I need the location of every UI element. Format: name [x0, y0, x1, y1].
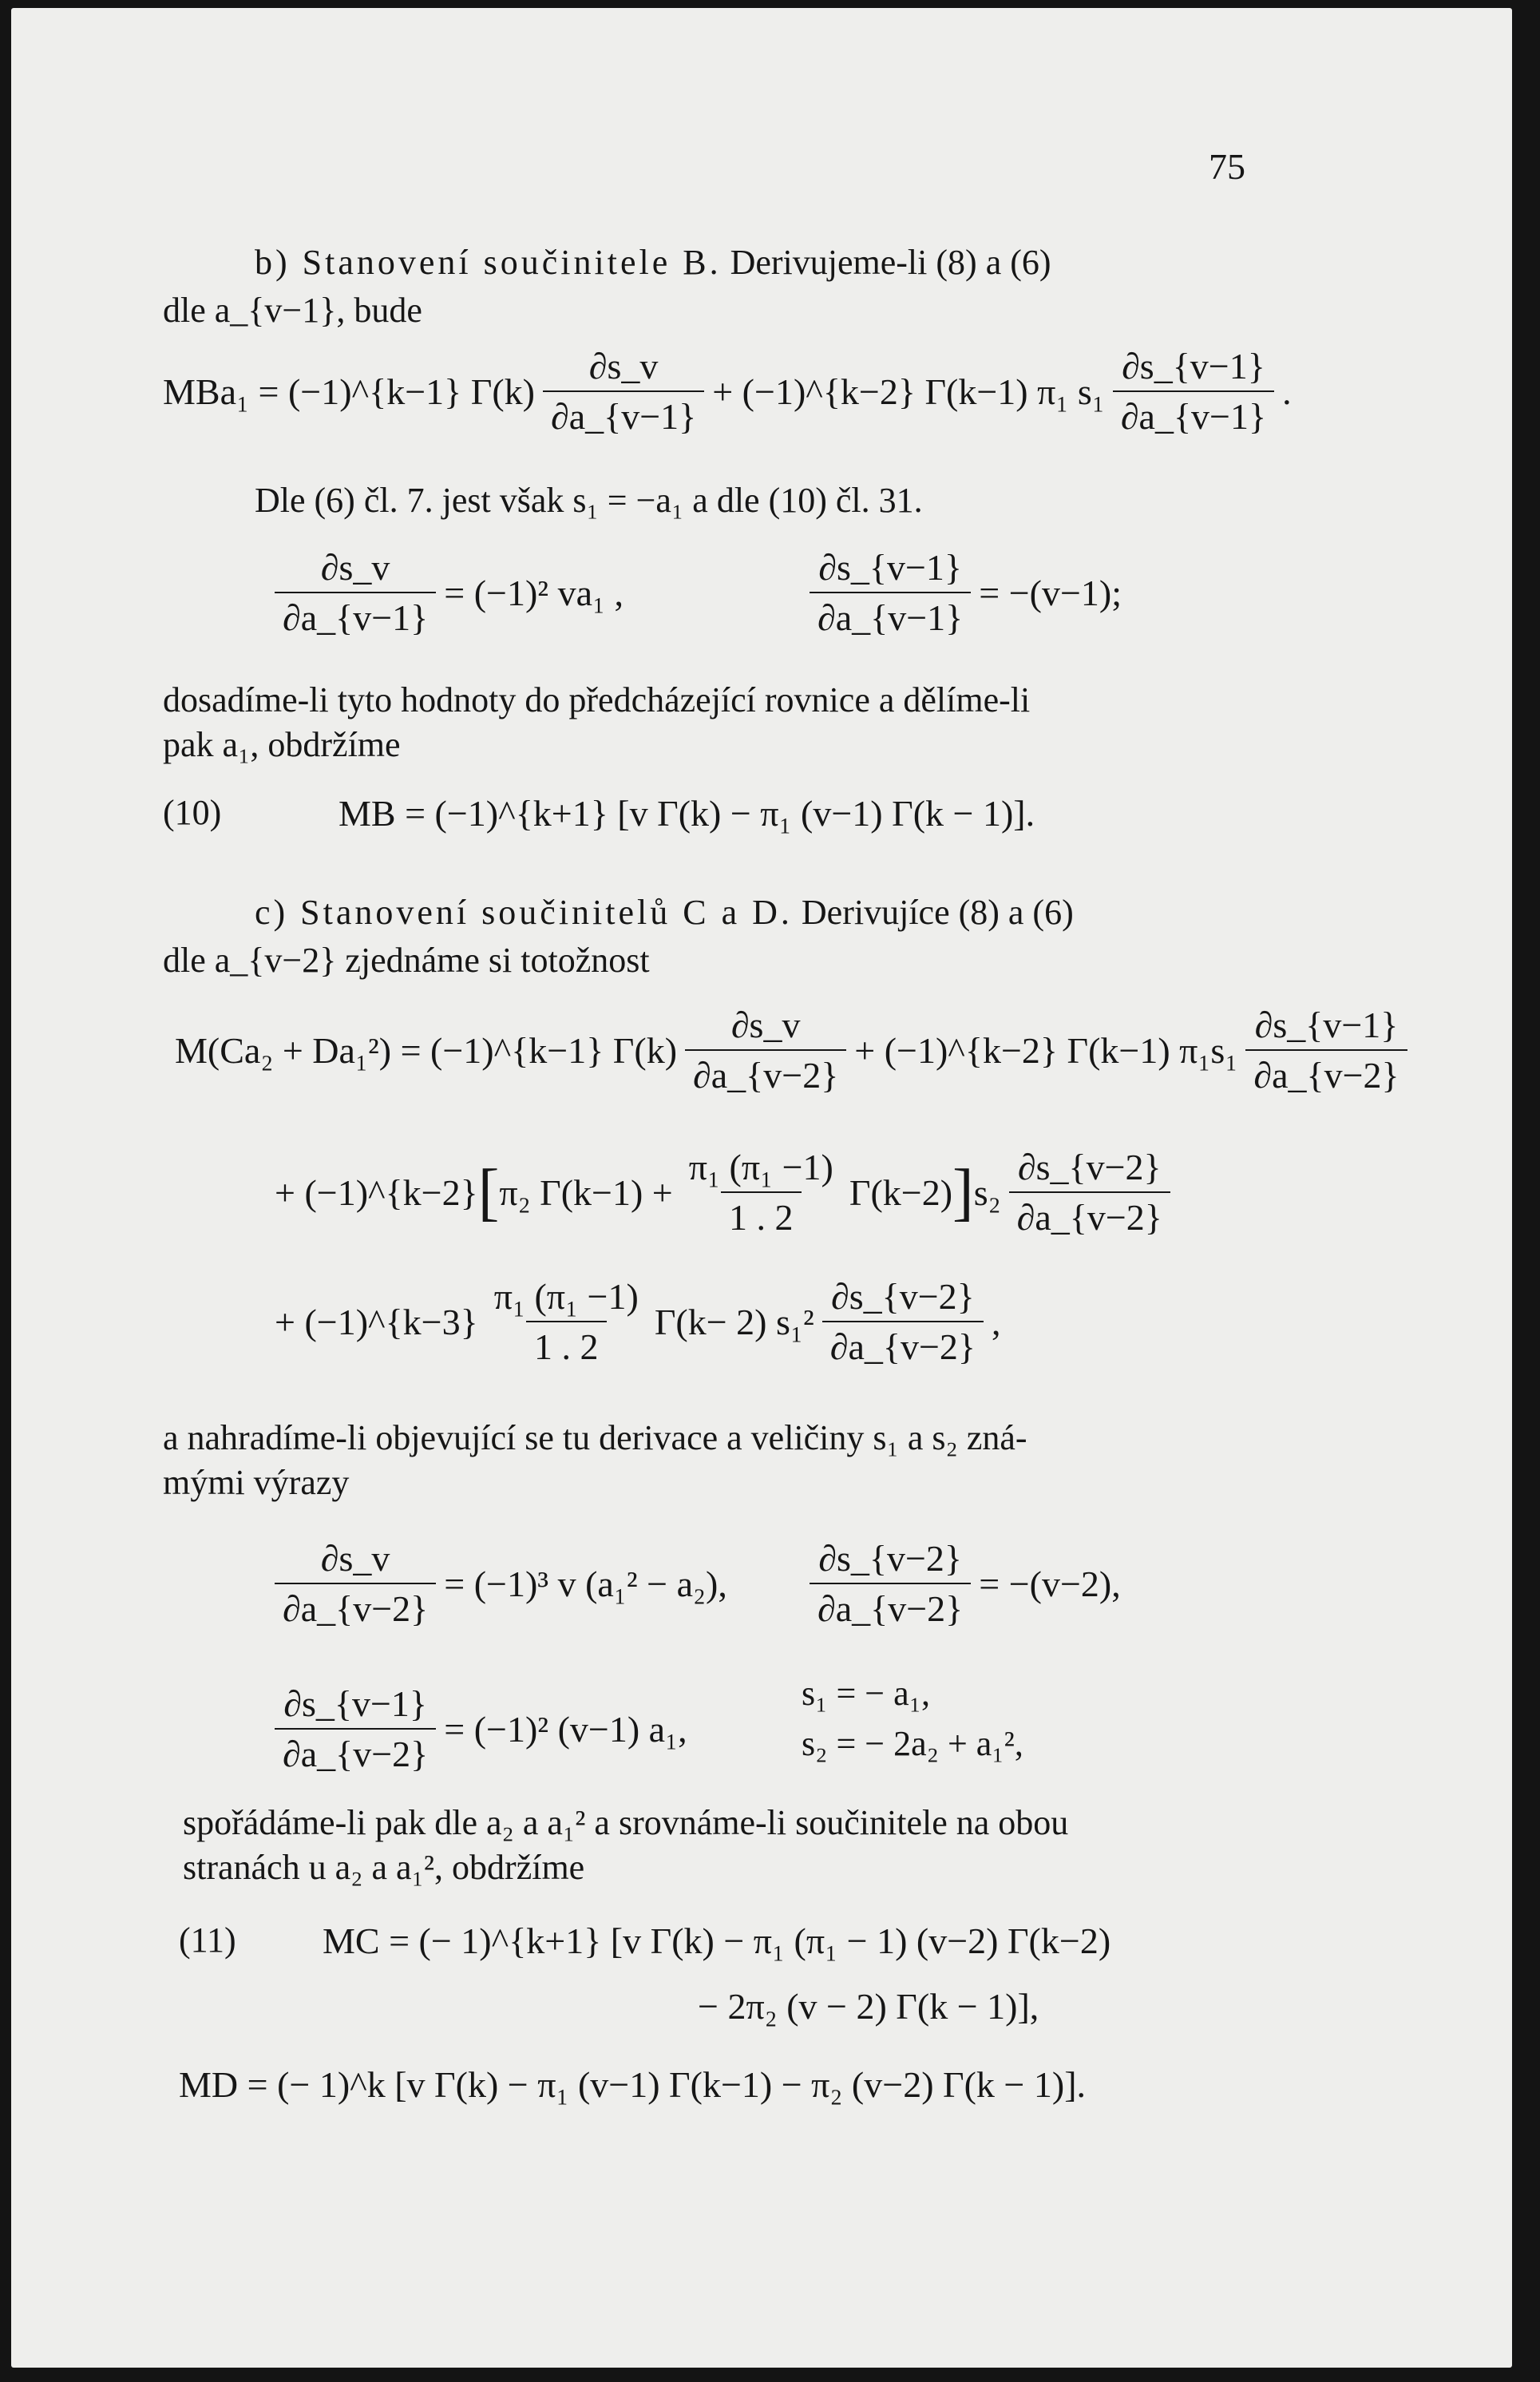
fraction-denominator: ∂a_{v−2} — [1009, 1191, 1170, 1239]
equation-identity-line-1 — [175, 998, 1415, 1102]
note-line: Dle (6) čl. 7. jest však s₁ = −a₁ a dle (10) čl. 31. — [255, 481, 923, 520]
fraction-numerator: ∂s_v — [320, 547, 390, 588]
identity-line-2-fraction-1 — [681, 1146, 841, 1239]
section-c-intro: Derivujíce (8) a (6) — [801, 893, 1074, 932]
eq-derivs-2a-fraction — [275, 1537, 436, 1630]
eq-derivs-2c-fraction — [275, 1682, 436, 1775]
paragraph-4-line-1: spořádáme-li pak dle a₂ a a₁² a srovnáme-li součinitele na obou — [183, 1803, 1069, 1842]
fraction-denominator: 1 . 2 — [721, 1191, 802, 1239]
equation-identity-line-3 — [275, 1270, 1000, 1373]
eq-derivs-1a-fraction — [275, 546, 436, 639]
section-c-line-1 — [255, 890, 1074, 936]
equation-identity-line-2 — [275, 1132, 1178, 1252]
document-page — [11, 8, 1512, 2368]
fraction-numerator: ∂s_{v−1} — [818, 547, 962, 588]
fraction-numerator: ∂s_{v−2} — [1017, 1147, 1162, 1187]
fraction-denominator: ∂a_{v−2} — [822, 1321, 984, 1368]
eq-derivs-2b-rhs: = −(v−2), — [979, 1563, 1121, 1604]
equation-derivs-1b — [802, 545, 1122, 640]
eq-derivs-1b-rhs: = −(v−1); — [979, 572, 1122, 613]
fraction-denominator: ∂a_{v−1} — [543, 390, 704, 438]
fraction-denominator: ∂a_{v−2} — [685, 1049, 846, 1096]
paragraph-4-line-2: stranách u a₂ a a₁², obdržíme — [183, 1848, 585, 1887]
eq-mba1-fraction-2 — [1113, 345, 1274, 438]
eq-s1-definition: s₁ = − a₁, — [802, 1674, 930, 1713]
eq-derivs-1a-rhs: = (−1)² va₁ , — [444, 572, 624, 613]
fraction-denominator: ∂a_{v−2} — [275, 1583, 436, 1630]
fraction-denominator: ∂a_{v−2} — [275, 1728, 436, 1775]
identity-lhs: M(Ca₂ + Da₁²) = (−1)^{k−1} Γ(k) — [175, 1029, 678, 1071]
eq-mba1-lhs: MBa₁ = (−1)^{k−1} Γ(k) — [163, 371, 535, 412]
equation-derivs-2b — [802, 1532, 1121, 1635]
equation-11-line-2: − 2π₂ (v − 2) Γ(k − 1)], — [698, 1985, 1039, 2027]
equation-10-number: (10) — [163, 793, 222, 832]
equation-derivs-1a — [267, 545, 624, 640]
equation-10: MB = (−1)^{k+1} [v Γ(k) − π₁ (v−1) Γ(k − 1)]. — [338, 792, 1035, 834]
fraction-numerator: ∂s_{v−2} — [830, 1276, 975, 1317]
fraction-numerator: ∂s_v — [730, 1005, 801, 1045]
identity-line-1-fraction-2 — [1245, 1004, 1407, 1096]
equation-11-line-1: MC = (− 1)^{k+1} [v Γ(k) − π₁ (π₁ − 1) (v−2) Γ(k−2) — [323, 1920, 1111, 1961]
section-b-line-1 — [255, 240, 1051, 286]
fraction-denominator: ∂a_{v−2} — [1245, 1049, 1407, 1096]
paragraph-2-line-1: dosadíme-li tyto hodnoty do předcházející rovnice a dělíme-li — [163, 680, 1031, 719]
equation-derivs-2c — [267, 1677, 687, 1781]
identity-line-2-in2: Γ(k−2) — [849, 1171, 953, 1213]
fraction-numerator: ∂s_{v−1} — [283, 1683, 427, 1724]
equation-11-line-3: MD = (− 1)^k [v Γ(k) − π₁ (v−1) Γ(k−1) − π₂ (v−2) Γ(k − 1)]. — [179, 2063, 1087, 2105]
section-b-intro: Derivujeme-li (8) a (6) — [730, 243, 1051, 282]
eq-derivs-2a-rhs: = (−1)³ v (a₁² − a₂), — [444, 1563, 727, 1604]
equation-mba1 — [163, 343, 1292, 439]
right-bracket: ] — [952, 1157, 974, 1227]
section-c-line-2: dle a_{v−2} zjednáme si totožnost — [163, 941, 650, 980]
fraction-numerator: ∂s_{v−2} — [818, 1538, 962, 1579]
eq-mba1-fraction-1 — [543, 345, 704, 438]
fraction-numerator: π₁ (π₁ −1) — [493, 1276, 639, 1317]
fraction-denominator: 1 . 2 — [526, 1321, 607, 1368]
fraction-denominator: ∂a_{v−2} — [810, 1583, 971, 1630]
section-b-line-2: dle a_{v−1}, bude — [163, 291, 422, 330]
identity-line-3-end: , — [991, 1301, 1001, 1342]
fraction-denominator: ∂a_{v−1} — [275, 592, 436, 639]
fraction-numerator: ∂s_{v−1} — [1254, 1005, 1399, 1045]
eq-derivs-2c-rhs: = (−1)² (v−1) a₁, — [444, 1708, 687, 1750]
identity-line-1-fraction-1 — [685, 1004, 846, 1096]
equation-derivs-2a — [267, 1532, 727, 1635]
section-b-heading: b) Stanovení součinitele B. — [255, 243, 722, 282]
eq-derivs-1b-fraction — [810, 546, 971, 639]
eq-mba1-end: . — [1282, 371, 1292, 412]
fraction-denominator: ∂a_{v−1} — [810, 592, 971, 639]
paragraph-2-line-2: pak a₁, obdržíme — [163, 725, 401, 764]
paragraph-3-line-1: a nahradíme-li objevující se tu derivace a veličiny s₁ a s₂ zná- — [163, 1418, 1027, 1457]
equation-11-number: (11) — [179, 1920, 236, 1960]
identity-line-3-mid: Γ(k− 2) s₁² — [654, 1301, 814, 1342]
fraction-numerator: ∂s_v — [320, 1538, 390, 1579]
identity-line-3-fraction-2 — [822, 1275, 984, 1368]
fraction-numerator: π₁ (π₁ −1) — [688, 1147, 833, 1187]
page-number: 75 — [1209, 146, 1245, 187]
identity-line-3-pre: + (−1)^{k−3} — [275, 1301, 478, 1342]
identity-line-2-s: s₂ — [973, 1171, 1001, 1213]
identity-line-1-mid: + (−1)^{k−2} Γ(k−1) π₁s₁ — [854, 1029, 1238, 1071]
left-bracket: [ — [477, 1157, 500, 1227]
eq-mba1-mid: + (−1)^{k−2} Γ(k−1) π₁ s₁ — [712, 371, 1105, 412]
eq-s2-definition: s₂ = − 2a₂ + a₁², — [802, 1724, 1023, 1763]
eq-derivs-2b-fraction — [810, 1537, 971, 1630]
section-c-heading: c) Stanovení součinitelů C a D. — [255, 893, 793, 932]
identity-line-3-fraction-1 — [486, 1275, 647, 1368]
identity-line-2-in1: π₂ Γ(k−1) + — [499, 1171, 673, 1213]
identity-line-2-pre: + (−1)^{k−2} — [275, 1171, 478, 1213]
fraction-denominator: ∂a_{v−1} — [1113, 390, 1274, 438]
paragraph-3-line-2: mými výrazy — [163, 1463, 350, 1502]
fraction-numerator: ∂s_v — [588, 346, 659, 386]
identity-line-2-fraction-2 — [1009, 1146, 1170, 1239]
fraction-numerator: ∂s_{v−1} — [1122, 346, 1265, 386]
